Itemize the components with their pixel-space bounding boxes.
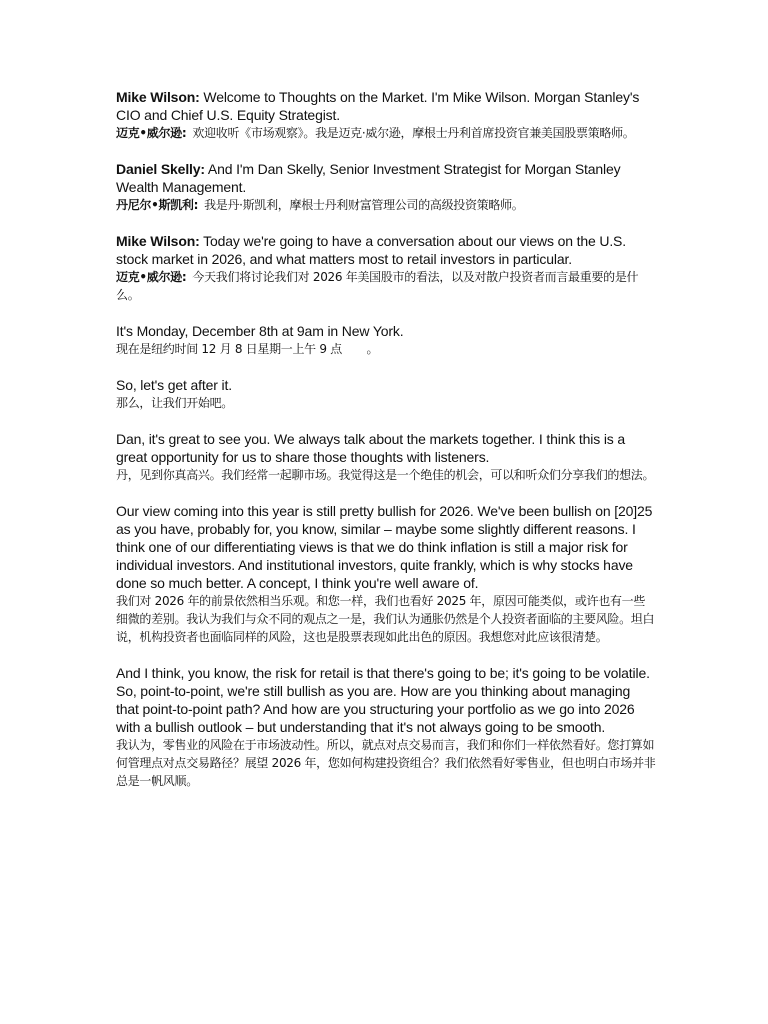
english-text: Our view coming into this year is still pretty bullish for 2026. We've been bullish on [20]25 as you have, probably for, you know, similar – maybe some slightly different reasons. I think one of our differentiating views is that we do think inflation is still a major risk for individual investors. And institutional investors, quite frankly, which is why stocks have done so much better. A concept, I think you're well aware of. bbox=[116, 503, 653, 591]
transcript-block bbox=[116, 160, 656, 214]
english-line bbox=[116, 88, 656, 124]
chinese-text: 丹，见到你真高兴。我们经常一起聊市场。我觉得这是一个绝佳的机会，可以和听众们分享我们的想法。 bbox=[116, 468, 655, 482]
speaker-name-zh: 迈克•威尔逊: bbox=[116, 126, 187, 140]
english-text: Dan, it's great to see you. We always talk about the markets together. I think this is a great opportunity for us to share those thoughts with listeners. bbox=[116, 431, 626, 465]
speaker-name: Daniel Skelly: bbox=[116, 161, 205, 177]
transcript-block bbox=[116, 502, 656, 646]
english-text: So, let's get after it. bbox=[116, 377, 232, 393]
speaker-name-zh: 丹尼尔•斯凯利: bbox=[116, 198, 199, 212]
transcript-page bbox=[116, 88, 656, 808]
speaker-name: Mike Wilson: bbox=[116, 89, 200, 105]
speaker-name: Mike Wilson: bbox=[116, 233, 200, 249]
chinese-text: 那么，让我们开始吧。 bbox=[116, 396, 234, 410]
english-text: And I'm Dan Skelly, Senior Investment Strategist for Morgan Stanley Wealth Management. bbox=[116, 161, 621, 195]
chinese-text: 欢迎收听《市场观察》。我是迈克·威尔逊，摩根士丹利首席投资官兼美国股票策略师。 bbox=[192, 126, 635, 140]
english-line bbox=[116, 160, 656, 196]
english-text: Today we're going to have a conversation about our views on the U.S. stock market in 2026, and what matters most to retail investors in particular. bbox=[116, 233, 626, 267]
chinese-text: 今天我们将讨论我们对 2026 年美国股市的看法，以及对散户投资者而言最重要的是什么。 bbox=[116, 270, 639, 302]
chinese-text: 现在是纽约时间 12 月 8 日星期一上午 9 点 。 bbox=[116, 342, 379, 356]
chinese-line bbox=[116, 268, 656, 304]
transcript-block bbox=[116, 430, 656, 484]
chinese-line bbox=[116, 124, 656, 142]
english-line bbox=[116, 232, 656, 268]
english-text: And I think, you know, the risk for retail is that there's going to be; it's going to be volatile. So, point-to-point, we're still bullish as you are. How are you thinking about managing that point-to-point path? And how are you structuring your portfolio as we go into 2026 with a bullish outlook – but understanding that it's not always going to be smooth. bbox=[116, 665, 650, 735]
transcript-block bbox=[116, 232, 656, 304]
english-text: Welcome to Thoughts on the Market. I'm Mike Wilson. Morgan Stanley's CIO and Chief U.S. Equity Strategist. bbox=[116, 89, 640, 123]
chinese-text: 我是丹·斯凯利，摩根士丹利财富管理公司的高级投资策略师。 bbox=[204, 198, 524, 212]
transcript-block bbox=[116, 664, 656, 790]
chinese-text: 我们对 2026 年的前景依然相当乐观。和您一样，我们也看好 2025 年，原因可能类似，或许也有一些细微的差别。我认为我们与众不同的观点之一是，我们认为通胀仍然是个人投资者面临的主要风险。坦白说，机构投资者也面临同样的风险，这也是股票表现如此出色的原因。我想您对此应该很清楚。 bbox=[116, 594, 655, 644]
transcript-block bbox=[116, 376, 656, 412]
speaker-name-zh: 迈克•威尔逊: bbox=[116, 270, 187, 284]
chinese-line bbox=[116, 196, 656, 214]
english-text: It's Monday, December 8th at 9am in New York. bbox=[116, 323, 404, 339]
transcript-block bbox=[116, 88, 656, 142]
transcript-block bbox=[116, 322, 656, 358]
chinese-text: 我认为，零售业的风险在于市场波动性。所以，就点对点交易而言，我们和你们一样依然看好。您打算如何管理点对点交易路径？展望 2026 年，您如何构建投资组合？我们依然看好零售业，但也明白市场并非总是一帆风顺。 bbox=[116, 738, 656, 788]
